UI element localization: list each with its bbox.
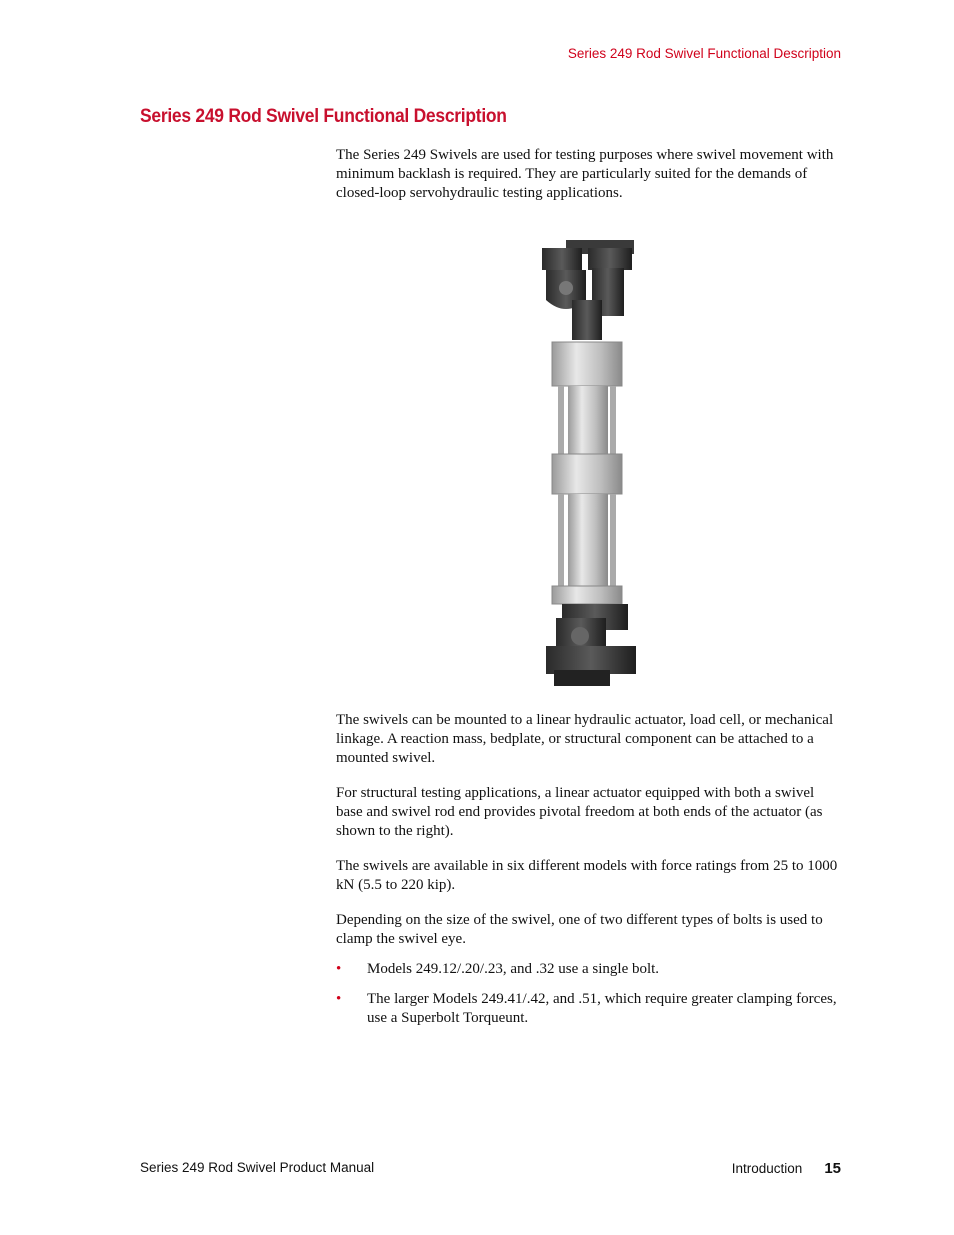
swivel-base xyxy=(546,604,636,686)
actuator-swivel-illustration xyxy=(536,238,640,694)
list-item-text: Models 249.12/.20/.23, and .32 use a single bolt. xyxy=(367,961,660,977)
intro-paragraph xyxy=(336,146,842,203)
mounting-paragraph: The swivels can be mounted to a linear hydraulic actuator, load cell, or mechanical linkage. A reaction mass, bedplate, or structural component can be attached to a mounted swivel. xyxy=(336,712,834,766)
section-title: Series 249 Rod Swivel Functional Description xyxy=(140,106,507,127)
page-number: 15 xyxy=(824,1160,841,1177)
rod-end-swivel xyxy=(542,240,634,340)
structural-paragraph: For structural testing applications, a linear actuator equipped with both a swivel base and swivel rod end provides pivotal freedom at both ends of the actuator (as shown to the right). xyxy=(336,785,823,839)
lower-cylinder xyxy=(568,494,608,590)
upper-cylinder xyxy=(568,386,608,456)
bolt-list xyxy=(336,960,842,1028)
models-paragraph: The swivels are available in six different models with force ratings from 25 to 1000 kN (5.5 to 220 kip). xyxy=(336,858,838,893)
list-item xyxy=(336,990,842,1028)
upper-end-cap xyxy=(552,342,622,386)
footer-chapter-page xyxy=(732,1160,841,1177)
list-item-text: The larger Models 249.41/.42, and .51, which require greater clamping forces, use a Superbolt Torqueunt. xyxy=(367,991,837,1026)
middle-block xyxy=(552,454,622,494)
bolts-paragraph: Depending on the size of the swivel, one of two different types of bolts is used to clamp the swivel eye. xyxy=(336,912,823,947)
body-text xyxy=(336,711,842,1039)
footer-chapter: Introduction xyxy=(731,1161,803,1176)
bullet-marker: • xyxy=(336,961,342,977)
footer-manual-title: Series 249 Rod Swivel Product Manual xyxy=(140,1160,375,1175)
running-header: Series 249 Rod Swivel Functional Description xyxy=(567,46,841,61)
list-item xyxy=(336,960,842,979)
intro-text: The Series 249 Swivels are used for testing purposes where swivel movement with minimum backlash is required. They are particularly suited for the demands of closed-loop servohydraulic testing applications. xyxy=(336,147,834,201)
bullet-marker: • xyxy=(336,991,342,1007)
